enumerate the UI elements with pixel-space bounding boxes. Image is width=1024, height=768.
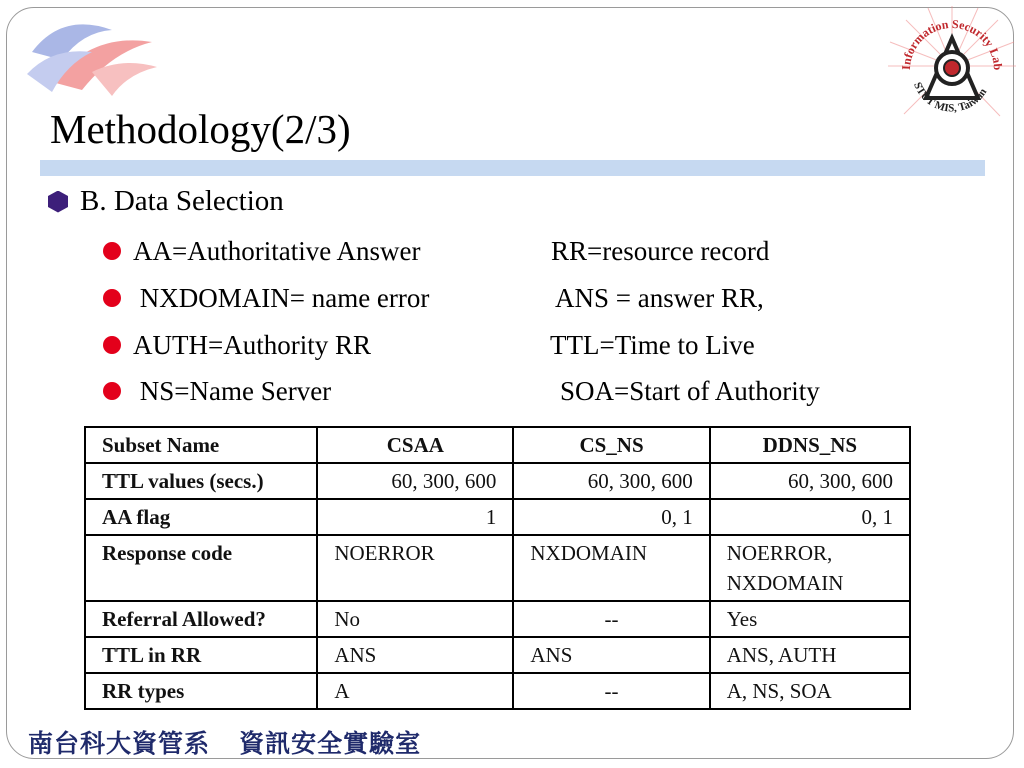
- title-underline-bar: [40, 160, 985, 176]
- table-cell: 0, 1: [513, 499, 709, 535]
- sub-bullet-left-text: AA=Authoritative Answer: [133, 235, 421, 266]
- footer-lab: 資訊安全實驗室: [239, 729, 422, 758]
- table-row-label: Referral Allowed?: [85, 601, 317, 637]
- red-dot-bullet-icon: [103, 289, 121, 307]
- slide-title: Methodology(2/3): [50, 106, 351, 152]
- table-cell: 0, 1: [710, 499, 910, 535]
- table-cell: 60, 300, 600: [317, 463, 513, 499]
- table-row: [85, 535, 910, 601]
- table-row: [85, 673, 910, 709]
- sub-bullet: [103, 234, 770, 268]
- table-header-cell: Subset Name: [85, 427, 317, 463]
- table-row: [85, 463, 910, 499]
- table-cell: 1: [317, 499, 513, 535]
- table-cell: ANS: [513, 637, 709, 673]
- footer: [28, 724, 421, 760]
- main-bullet-text: B. Data Selection: [80, 185, 284, 217]
- table-row: [85, 601, 910, 637]
- table-row-label: TTL in RR: [85, 637, 317, 673]
- svg-text:Information Security Lab.: Information Security Lab: [898, 16, 1006, 71]
- table-row-label: TTL values (secs.): [85, 463, 317, 499]
- lab-seal-logo: [888, 6, 1016, 134]
- footer-department: 南台科大資管系: [28, 729, 211, 758]
- sub-bullet-left-text: NXDOMAIN= name error: [133, 282, 430, 313]
- red-dot-bullet-icon: [103, 336, 121, 354]
- table-header-row: [85, 427, 910, 463]
- table-row: [85, 499, 910, 535]
- table-cell: ANS, AUTH: [710, 637, 910, 673]
- table-row-label: Response code: [85, 535, 317, 601]
- decorative-swoosh-logo: [22, 12, 162, 98]
- main-bullet: [48, 185, 284, 218]
- data-selection-table: [84, 426, 911, 710]
- table-header-cell: CSAA: [317, 427, 513, 463]
- table-cell: 60, 300, 600: [513, 463, 709, 499]
- table-row: [85, 637, 910, 673]
- table-row-label: RR types: [85, 673, 317, 709]
- hexagon-bullet-icon: [48, 191, 68, 213]
- table-cell: 60, 300, 600: [710, 463, 910, 499]
- table-cell: NXDOMAIN: [513, 535, 709, 601]
- table-cell: --: [513, 673, 709, 709]
- table-cell: NOERROR, NXDOMAIN: [710, 535, 910, 601]
- sub-bullet-right-text: SOA=Start of Authority: [560, 375, 820, 406]
- sub-bullet-left-text: AUTH=Authority RR: [133, 329, 371, 360]
- sub-bullet-right-text: TTL=Time to Live: [550, 329, 755, 360]
- sub-bullet-right-text: ANS = answer RR,: [555, 282, 764, 313]
- sub-bullet: [103, 281, 764, 315]
- table-cell: NOERROR: [317, 535, 513, 601]
- red-dot-bullet-icon: [103, 382, 121, 400]
- table-cell: A: [317, 673, 513, 709]
- table-row-label: AA flag: [85, 499, 317, 535]
- table-header-cell: DDNS_NS: [710, 427, 910, 463]
- table-cell: --: [513, 601, 709, 637]
- sub-bullet-left-text: NS=Name Server: [133, 375, 332, 406]
- sub-bullet: [103, 374, 820, 408]
- svg-text:STUT MIS, Taiwan: STUT MIS, Taiwan: [911, 80, 990, 115]
- red-dot-bullet-icon: [103, 242, 121, 260]
- table-header-cell: CS_NS: [513, 427, 709, 463]
- table-cell: ANS: [317, 637, 513, 673]
- sub-bullet-right-text: RR=resource record: [551, 235, 770, 266]
- sub-bullet: [103, 328, 755, 362]
- table-cell: A, NS, SOA: [710, 673, 910, 709]
- table-cell: Yes: [710, 601, 910, 637]
- table-cell: No: [317, 601, 513, 637]
